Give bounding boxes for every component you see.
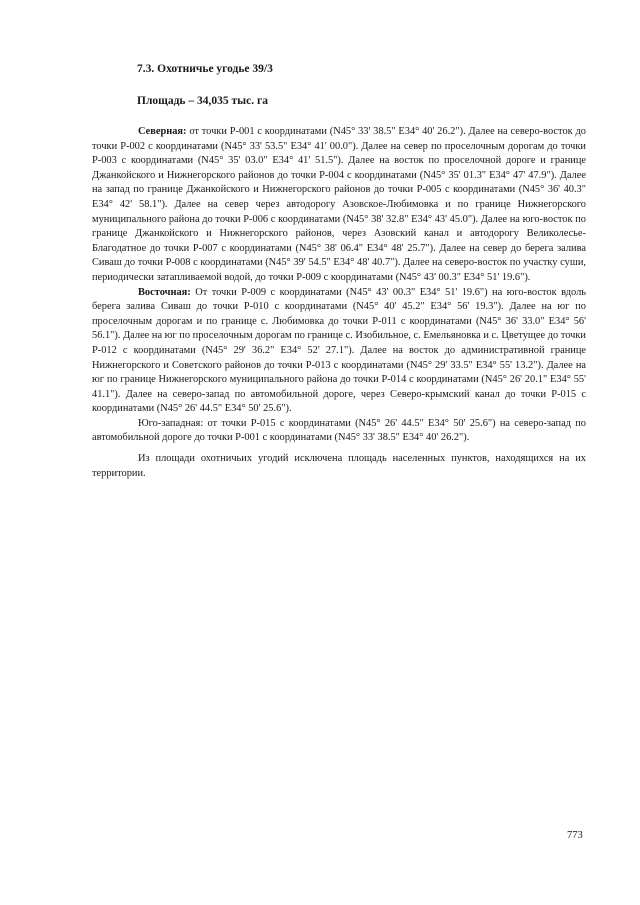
page-number: 773 — [567, 830, 583, 841]
paragraph-southwest — [92, 417, 586, 446]
paragraph-east — [92, 286, 586, 417]
paragraph-text: Юго-западная: от точки Р-015 с координатами (N45° 26' 44.5" E34° 50' 25.6") на северо-запад по автомобильной дороге до точки Р-001 с координатами (N45° 33' 38.5" E34° 40' 26.2"). — [92, 417, 586, 444]
paragraph-north — [92, 125, 586, 286]
area-title: Площадь – 34,035 тыс. га — [137, 95, 268, 107]
paragraph-text: от точки Р-001 с координатами (N45° 33' 38.5" E34° 40' 26.2"). Далее на северо-восток до точки Р-002 с координатами (N45° 33' 53.5" E34° 41' 00.0"). Далее на север по проселочным дорогам до точки Р-003 с координатами (N45° 35' 03.0" E34° 41' 51.5"). Далее на восток по проселочной дороге и границе Джанкойского и Нижнегорского районов до точки Р-004 с координатами (N45° 35' 01.3" E34° 47' 47.9"). Далее на запад по границе Джанкойского и Нижнегорского районов до точки Р-005 с координатами (N45° 36' 40.3" E34° 42' 58.1"). Далее на север через автодорогу Азовское-Любимовка и по границе Нижнегорского муниципального района до точки Р-006 с координатами (N45° 38' 32.8" E34° 43' 45.0"). Далее на юго-восток по границе Джанкойского и Нижнегорского районов, через Азовский канал и автодорогу Великолесье-Благодатное до точки Р-007 с координатами (N45° 38' 06.4" E34° 48' 25.7"). Далее на север до берега залива Сиваш до точки Р-008 с координатами (N45° 39' 54.5" E34° 48' 40.7"). Далее на северо-восток по участку суши, периодически затапливаемой водой, до точки Р-009 с координатами (N45° 43' 00.3" E34° 51' 19.6"). — [92, 126, 586, 283]
boundary-description — [92, 125, 586, 481]
section-title: 7.3. Охотничье угодье 39/3 — [137, 63, 273, 75]
paragraph-lead: Северная: — [138, 126, 187, 137]
paragraph-text: От точки Р-009 с координатами (N45° 43' 00.3" E34° 51' 19.6") на юго-восток вдоль берега залива Сиваш до точки Р-010 с координатами (N45° 40' 45.2" E34° 56' 19.3"). Далее на юг по проселочным дорогам и по границе с. Любимовка до точки Р-011 с координатами (N45° 36' 33.0" E34° 56' 56.1"). Далее на юг по проселочным дорогам по границе с. Изобильное, с. Емельяновка и с. Цветущее до точки Р-012 с координатами (N45° 29' 36.2" E34° 52' 27.1"). Далее на восток до административной границе Нижнегорского и Советского районов до точки Р-013 с координатами (N45° 29' 33.5" E34° 55' 13.2"). Далее на юг по границе Нижнегорского муниципального района до точки Р-014 с координатами (N45° 26' 20.1" E34° 55' 41.1"). Далее на северо-запад по автомобильной дороге, через Северо-крымский канал до точки Р-015 с координатами (N45° 26' 44.5" E34° 50' 25.6"). — [92, 286, 586, 415]
paragraph-text: Из площади охотничьих угодий исключена площадь населенных пунктов, находящихся на их территории. — [92, 453, 586, 479]
paragraph-lead: Восточная: — [138, 286, 191, 298]
paragraph-exclusion — [92, 452, 586, 481]
